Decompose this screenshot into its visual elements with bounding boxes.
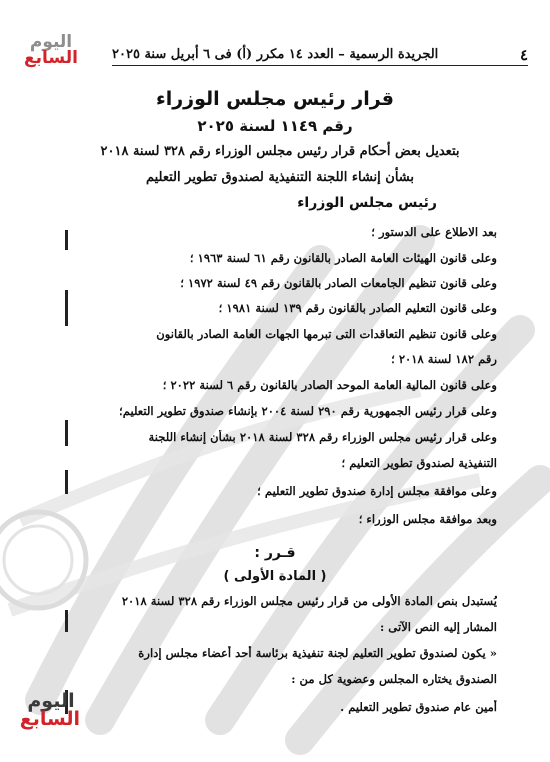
logo-bottom-line2: السابع — [19, 708, 80, 730]
preamble-line: بعد الاطلاع على الدستور ؛ — [371, 225, 497, 239]
logo-top — [22, 34, 80, 67]
margin-mark — [65, 230, 68, 250]
article-line: « يكون لصندوق تطوير التعليم لجنة تنفيذية برئاسة أحد أعضاء مجلس إدارة — [138, 646, 497, 660]
decided-heading: قـرر : — [254, 545, 296, 561]
margin-mark — [65, 420, 68, 446]
page-header — [112, 44, 528, 66]
article-line: المشار إليه النص الآتى : — [379, 620, 497, 634]
issuer-heading: رئيس مجلس الوزراء — [297, 195, 437, 211]
preamble-line: وعلى موافقة مجلس إدارة صندوق تطوير التعليم ؛ — [257, 484, 497, 498]
article-heading: ( المادة الأولى ) — [223, 569, 327, 584]
preamble-line: وعلى قانون تنظيم الجامعات الصادر بالقانون رقم ٤٩ لسنة ١٩٧٢ ؛ — [180, 276, 497, 290]
preamble-line: وعلى قرار رئيس الجمهورية رقم ٢٩٠ لسنة ٢٠٠٤ بإنشاء صندوق تطوير التعليم؛ — [119, 404, 497, 418]
preamble-line: وعلى قانون تنظيم التعاقدات التى تبرمها الجهات العامة الصادر بالقانون — [156, 327, 497, 341]
logo-bottom — [19, 690, 80, 730]
margin-mark — [65, 470, 68, 494]
preamble-line: وعلى قانون المالية العامة الموحد الصادر بالقانون رقم ٦ لسنة ٢٠٢٢ ؛ — [162, 378, 497, 392]
article-line: الصندوق يختاره المجلس وعضوية كل من : — [291, 672, 497, 686]
preamble-line: وعلى قانون الهيئات العامة الصادر بالقانون رقم ٦١ لسنة ١٩٦٣ ؛ — [189, 251, 497, 265]
decree-about-line-2: بشأن إنشاء اللجنة التنفيذية لصندوق تطوير التعليم — [145, 170, 415, 185]
decree-about-line-1: بتعديل بعض أحكام قرار رئيس مجلس الوزراء رقم ٣٢٨ لسنة ٢٠١٨ — [100, 144, 460, 159]
decree-number: رقم ١١٤٩ لسنة ٢٠٢٥ — [197, 117, 353, 135]
decree-title: قرار رئيس مجلس الوزراء — [156, 88, 394, 110]
logo-top-line2: السابع — [24, 48, 78, 68]
article-line: يُستبدل بنص المادة الأولى من قرار رئيس مجلس الوزراء رقم ٣٢٨ لسنة ٢٠١٨ — [121, 594, 497, 608]
logo-top-line1: اليوم — [29, 32, 73, 52]
preamble-line: وعلى قرار رئيس مجلس الوزراء رقم ٣٢٨ لسنة ٢٠١٨ بشأن إنشاء اللجنة — [148, 430, 497, 444]
preamble-line: وعلى قانون التعليم الصادر بالقانون رقم ١٣٩ لسنة ١٩٨١ ؛ — [218, 301, 497, 315]
margin-mark — [65, 610, 68, 632]
article-line: أمين عام صندوق تطوير التعليم . — [340, 700, 497, 714]
preamble-line: التنفيذية لصندوق تطوير التعليم ؛ — [341, 456, 497, 470]
preamble-line: رقم ١٨٢ لسنة ٢٠١٨ ؛ — [391, 352, 497, 366]
margin-mark — [65, 290, 68, 326]
gazette-line: الجريدة الرسمية – العدد ١٤ مكرر (أ) فى ٦ أبريل سنة ٢٠٢٥ — [112, 47, 439, 62]
preamble-line: وبعد موافقة مجلس الوزراء ؛ — [358, 512, 497, 526]
page-number: ٤ — [519, 45, 528, 64]
logo-bottom-line1: اليوم — [27, 690, 75, 712]
